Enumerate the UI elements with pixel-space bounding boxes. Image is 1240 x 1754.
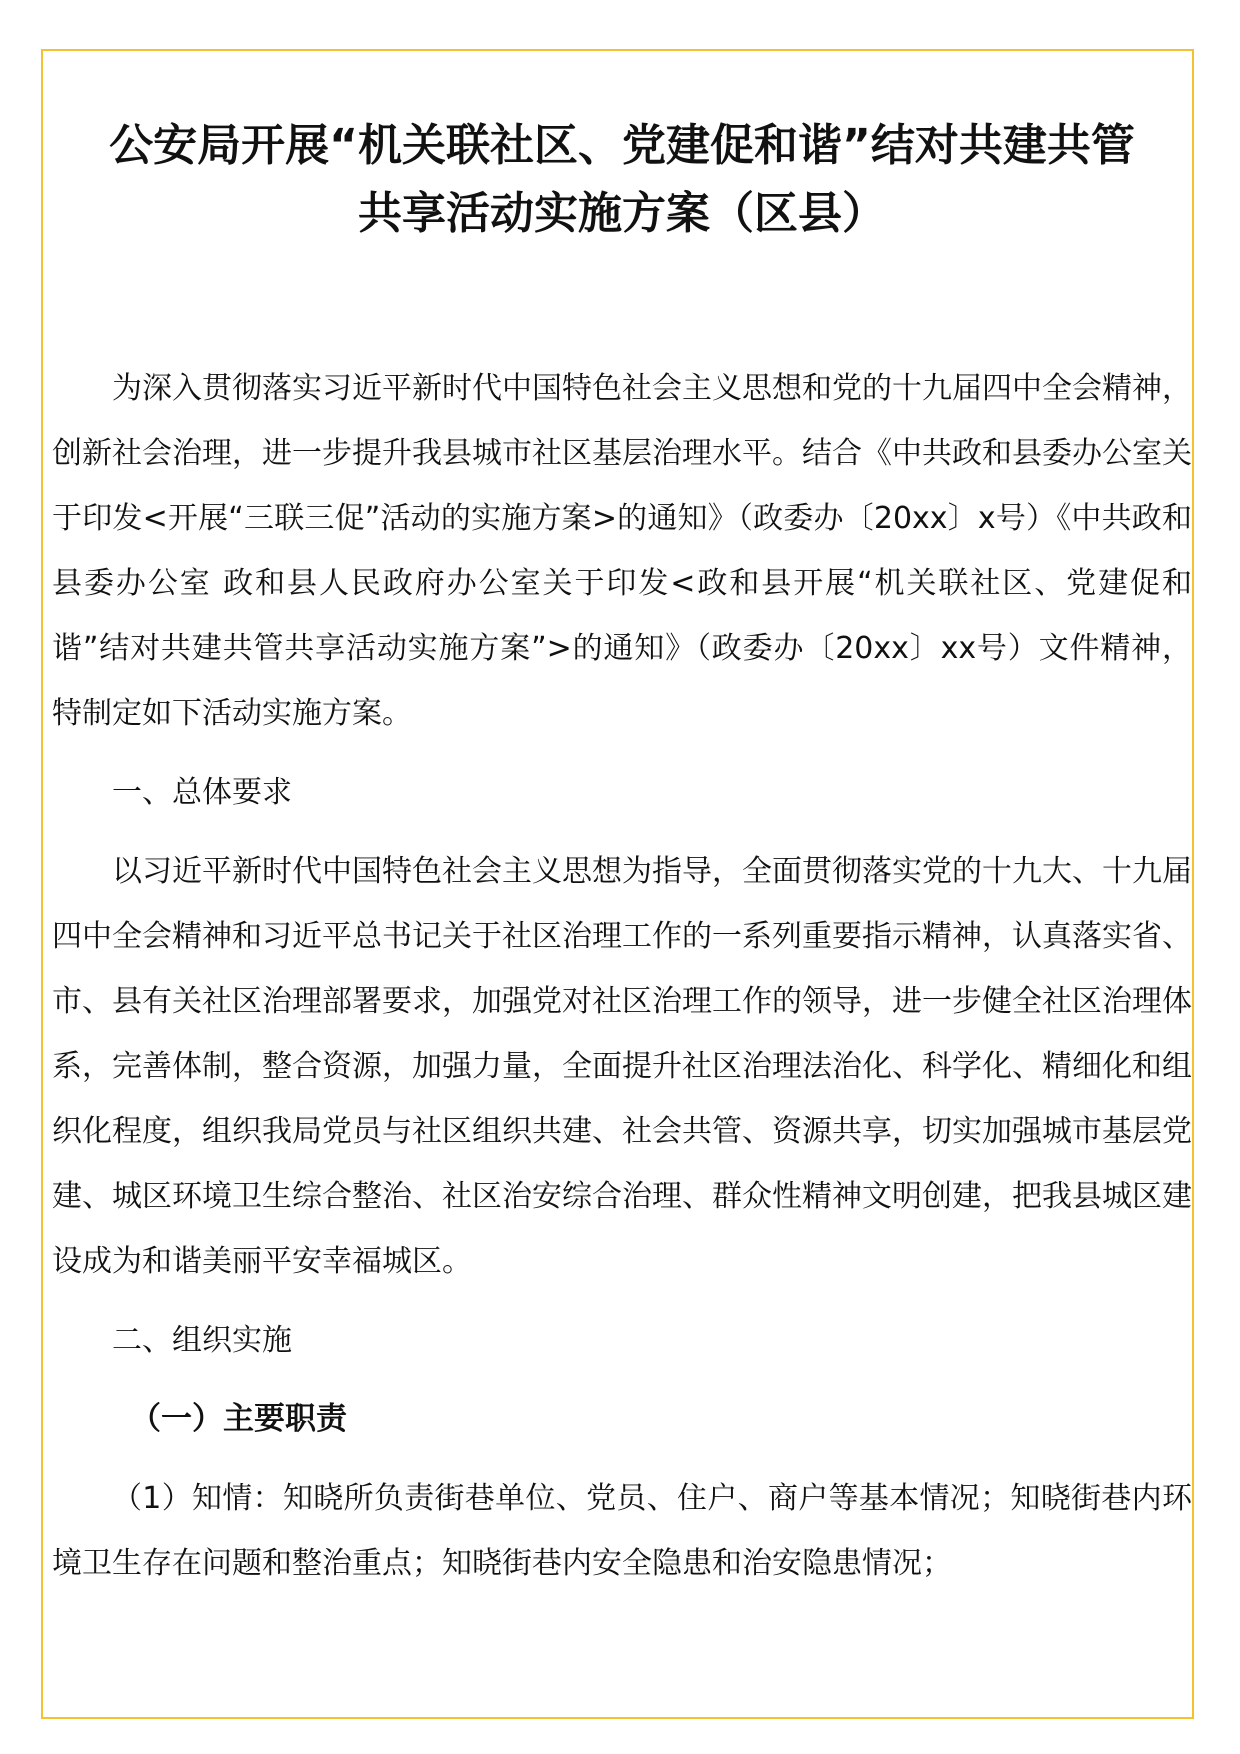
section-1-heading: 一、总体要求 (112, 775, 292, 810)
subsection-1-heading: （一）主要职责 (130, 1401, 347, 1437)
section-1-body: 以习近平新时代中国特色社会主义思想为指导，全面贯彻落实党的十九大、十九届四中全会精神和习近平总书记关于社区治理工作的一系列重要指示精神，认真落实省、市、县有关社区治理部署要求，加强党对社区治理工作的领导，进一步健全社区治理体系，完善体制，整合资源，加强力量，全面提升社区治理法治化、科学化、精细化和组织化程度，组织我局党员与社区组织共建、社会共管、资源共享，切实加强城市基层党建、城区环境卫生综合整治、社区治安综合治理、群众性精神文明创建，把我县城区建设成为和谐美丽平安幸福城区。 (52, 854, 1192, 1279)
document-content (52, 112, 1192, 1596)
document-title (52, 112, 1192, 248)
document-title-line-1: 公安局开展“机关联社区、党建促和谐”结对共建共管 (109, 120, 1135, 171)
intro-paragraph: 为深入贯彻落实习近平新时代中国特色社会主义思想和党的十九届四中全会精神，创新社会治理，进一步提升我县城市社区基层治理水平。结合《中共政和县委办公室关于印发<开展“三联三促”活动的实施方案>的通知》（政委办〔20xx〕x号）《中共政和县委办公室 政和县人民政府办公室关于印发<政和县开展“机关联社区、党建促和谐”结对共建共管共享活动实施方案”>的通知》（政委办〔20xx〕xx号）文件精神，特制定如下活动实施方案。 (52, 371, 1192, 731)
duty-item-1: （1）知情：知晓所负责街巷单位、党员、住户、商户等基本情况；知晓街巷内环境卫生存在问题和整治重点；知晓街巷内安全隐患和治安隐患情况； (52, 1481, 1192, 1581)
section-2-heading: 二、组织实施 (112, 1323, 292, 1358)
document-title-line-2: 共享活动实施方案（区县） (358, 188, 886, 239)
